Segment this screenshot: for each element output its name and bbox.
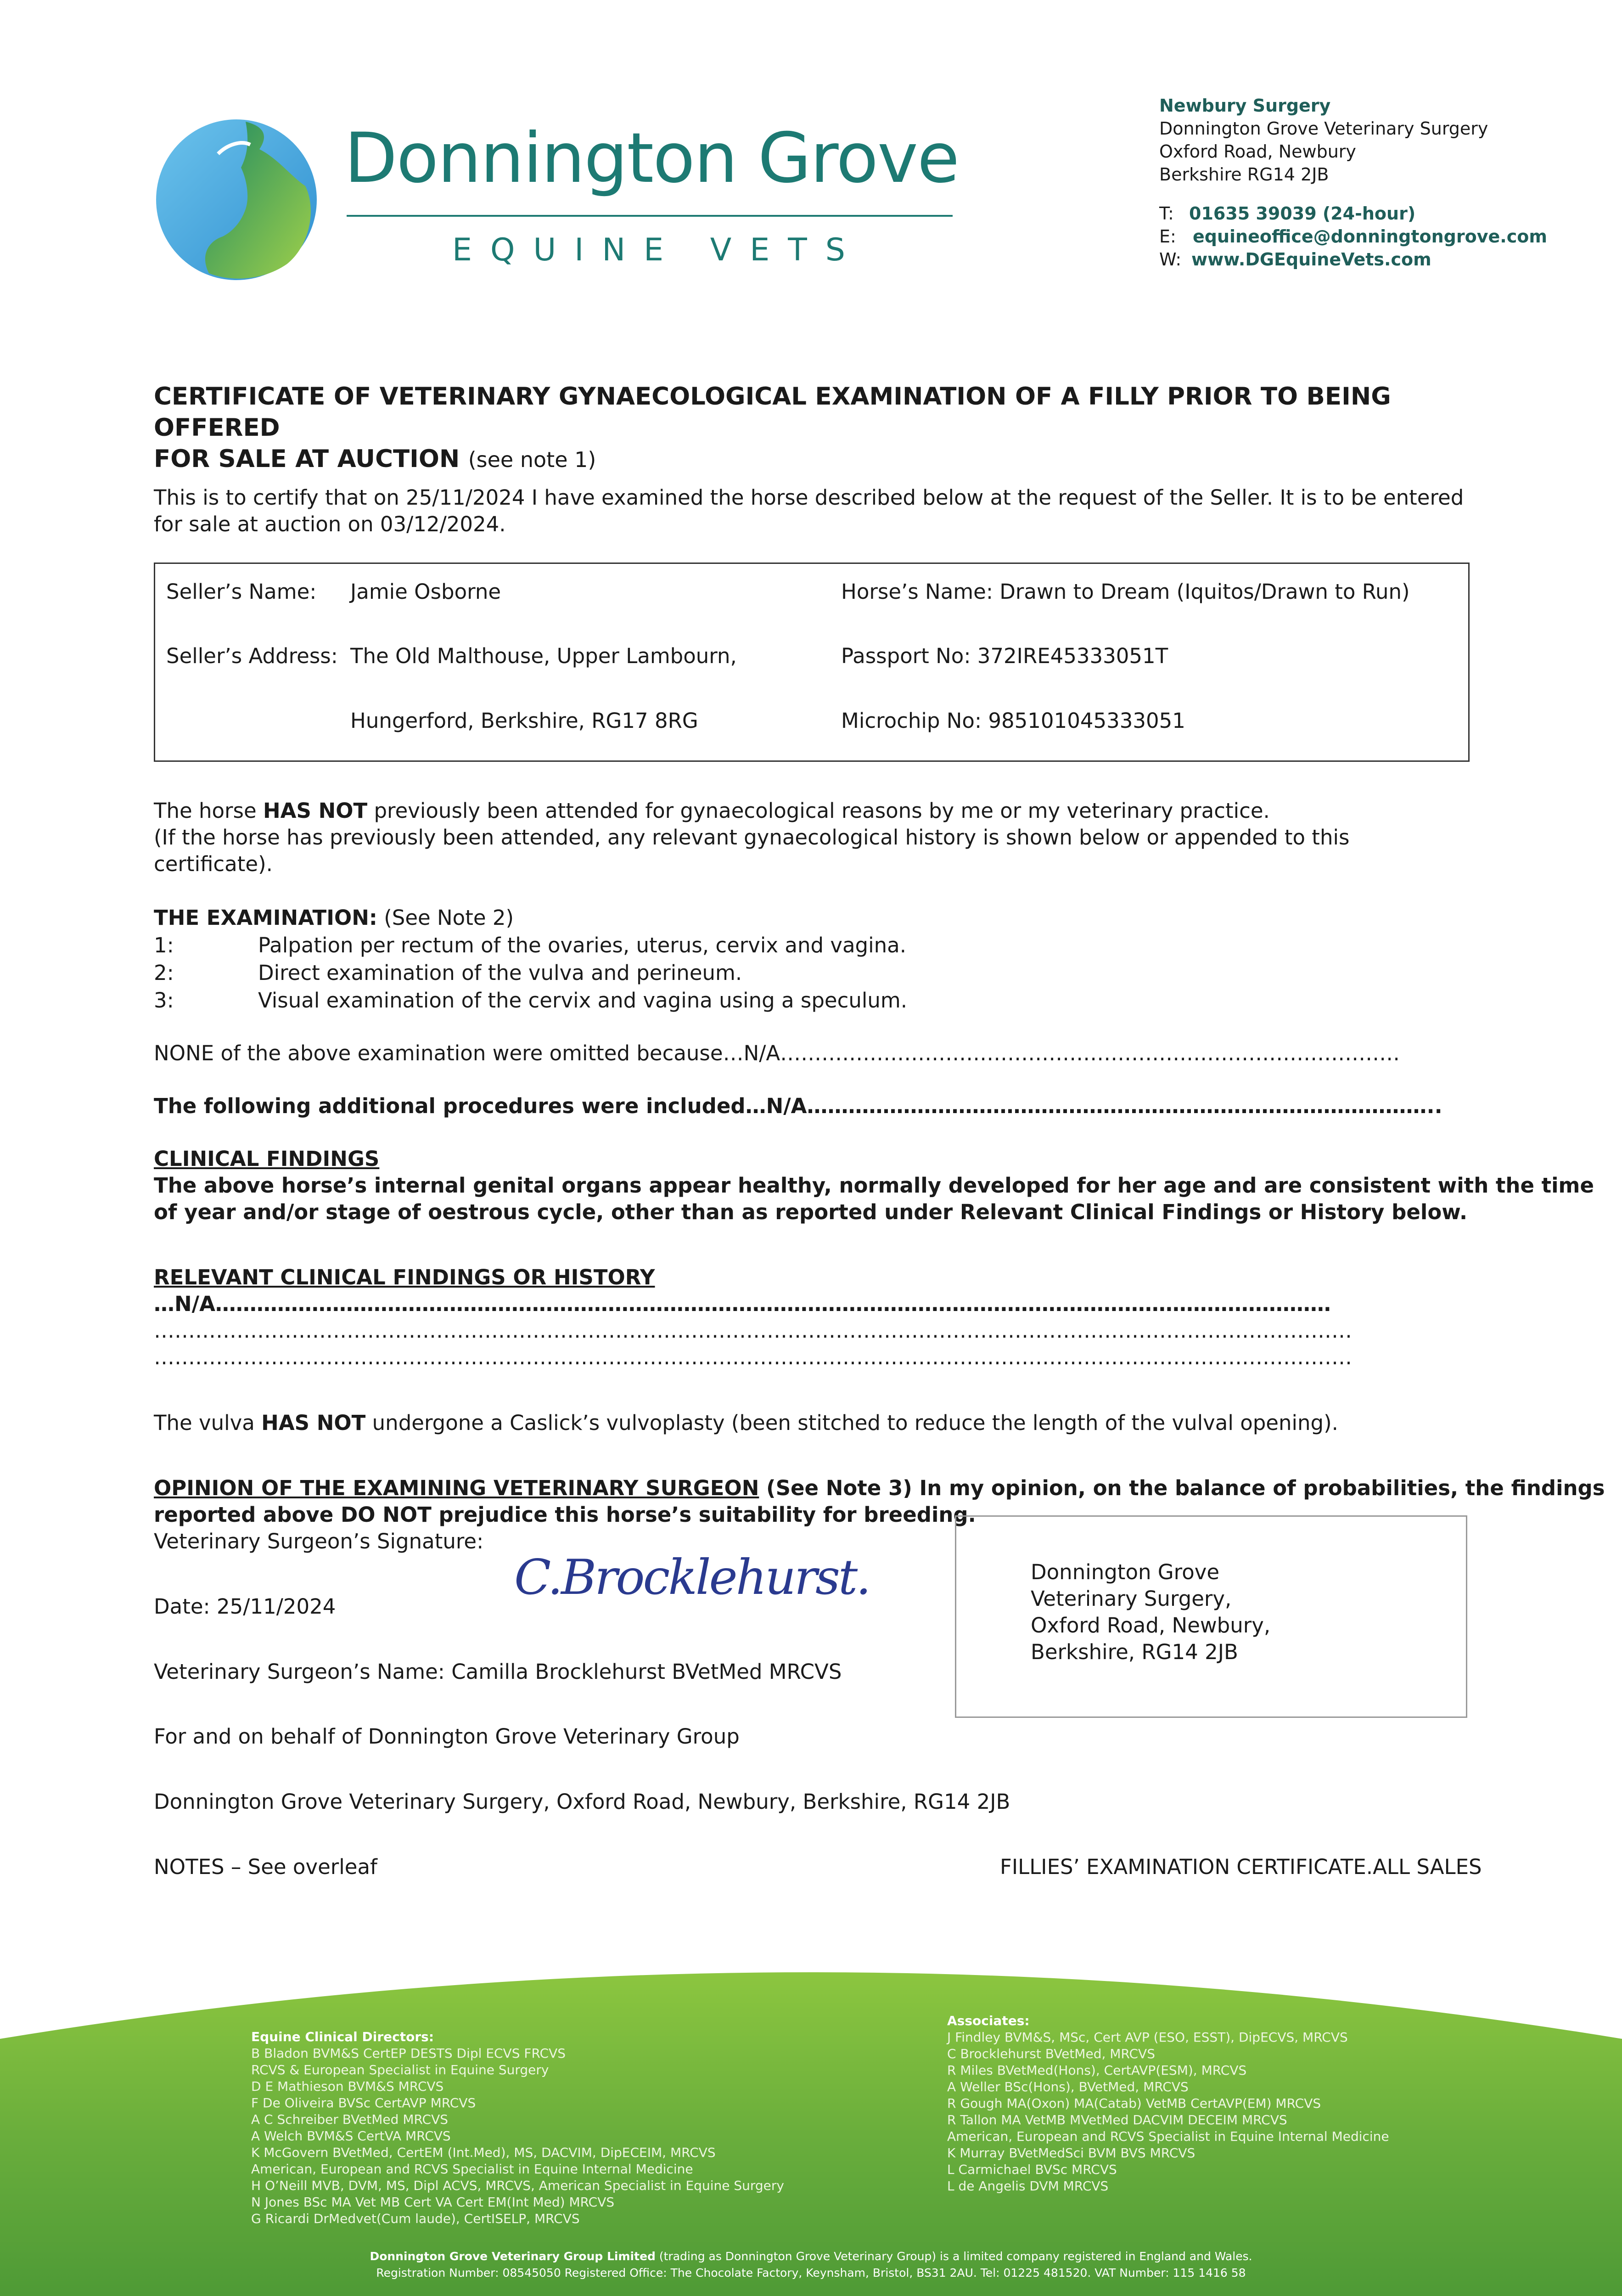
certificate-title (154, 381, 1471, 475)
title-line-2-text: FOR SALE AT AUCTION (154, 445, 460, 473)
intro-line-2: for sale at auction on 03/12/2024. (154, 512, 506, 536)
web-link[interactable]: www.DGEquineVets.com (1191, 249, 1431, 270)
title-line-2 (154, 444, 1471, 475)
associate-6: R Tallon MA VetMB MVetMed DACVIM DECEIM MRCVS (947, 2112, 1287, 2127)
exam-item-1-text: Palpation per rectum of the ovaries, uterus, cervix and vagina. (258, 933, 907, 957)
director-1: B Bladon BVM&S CertEP DESTS Dipl ECVS FRCVS (251, 2046, 566, 2061)
clinical-findings-heading: CLINICAL FINDINGS (154, 1147, 380, 1171)
company-name: Donnington Grove Veterinary Group Limited (370, 2250, 656, 2263)
seller-address-label: Seller’s Address: (166, 644, 338, 668)
notes-right: FILLIES’ EXAMINATION CERTIFICATE.ALL SALES (1000, 1855, 1482, 1879)
web-label: W: (1159, 249, 1182, 270)
logo-subtitle: EQUINE VETS (452, 232, 864, 268)
attendance-line-3: certificate). (154, 852, 273, 876)
relevant-line-2: ………………………………………………………………………………………………………………………………………………………… (154, 1318, 1352, 1343)
attendance-bold: HAS NOT (263, 799, 368, 823)
associate-7: American, European and RCVS Specialist in Equine Internal Medicine (947, 2129, 1389, 2144)
tel-number[interactable]: 01635 39039 (24-hour) (1189, 203, 1416, 224)
associate-2: C Brocklehurst BVetMed, MRCVS (947, 2046, 1155, 2061)
stamp-line-3: Oxford Road, Newbury, (1031, 1613, 1271, 1638)
relevant-findings-heading: RELEVANT CLINICAL FINDINGS OR HISTORY (154, 1265, 655, 1289)
director-7: K McGovern BVetMed, CertEM (Int.Med), MS, DACVIM, DipECEIM, MRCVS (251, 2145, 716, 2160)
header-address-line-3: Berkshire RG14 2JB (1159, 164, 1329, 185)
logo-mark-icon (154, 117, 319, 282)
associate-3: R Miles BVetMed(Hons), CertAVP(ESM), MRCVS (947, 2063, 1247, 2078)
associate-8: K Murray BVetMedSci BVM BVS MRCVS (947, 2145, 1195, 2161)
director-9: H O’Neill MVB, DVM, MS, Dipl ACVS, MRCVS, American Specialist in Equine Surgery (251, 2178, 784, 2193)
associate-10: L de Angelis DVM MRCVS (947, 2178, 1109, 2194)
caslick-line (154, 1410, 1338, 1436)
directors-heading: Equine Clinical Directors: (251, 2029, 434, 2044)
relevant-line-3: ………………………………………………………………………………………………………………………………………………………… (154, 1345, 1352, 1369)
seller-name-value: Jamie Osborne (350, 580, 501, 604)
header-address-line-1: Donnington Grove Veterinary Surgery (1159, 118, 1488, 139)
logo-name: Donnington Grove (344, 118, 959, 198)
exam-item-2-num: 2: (154, 961, 174, 985)
director-6: A Welch BVM&S CertVA MRCVS (251, 2128, 451, 2144)
examination-heading-note: (See Note 2) (377, 906, 514, 930)
stamp-line-1: Donnington Grove (1031, 1560, 1220, 1584)
title-line-1: CERTIFICATE OF VETERINARY GYNAECOLOGICAL EXAMINATION OF A FILLY PRIOR TO BEING OFFERED (154, 383, 1391, 442)
tel-label: T: (1159, 203, 1174, 224)
title-note: (see note 1) (468, 447, 596, 472)
opinion-line-1 (154, 1475, 1605, 1502)
director-10: N Jones BSc MA Vet MB Cert VA Cert EM(Int Med) MRCVS (251, 2195, 615, 2210)
intro-line-1: This is to certify that on 25/11/2024 I have examined the horse described below at the request of the Seller. It is to be entered (154, 485, 1464, 510)
exam-item-3-text: Visual examination of the cervix and vagina using a speculum. (258, 988, 908, 1013)
signature-date: Date: 25/11/2024 (154, 1594, 336, 1619)
director-11: G Ricardi DrMedvet(Cum laude), CertISELP, MRCVS (251, 2211, 580, 2226)
caslick-post: undergone a Caslick’s vulvoplasty (been stitched to reduce the length of the vulval opening). (365, 1411, 1338, 1435)
attendance-line-2: (If the horse has previously been attended, any relevant gynaecological history is shown below or appended to this (154, 825, 1350, 850)
director-2: RCVS & European Specialist in Equine Surgery (251, 2062, 549, 2077)
director-5: A C Schreiber BVetMed MRCVS (251, 2112, 449, 2127)
surgery-name: Newbury Surgery (1159, 96, 1331, 116)
seller-address-line-2: Hungerford, Berkshire, RG17 8RG (350, 709, 698, 733)
additional-line: The following additional procedures were included…N/A……………………………………………………………………………….. (154, 1094, 1442, 1118)
clinical-findings-line-1: The above horse’s internal genital organs appear healthy, normally developed for her age and are consistent with the time (154, 1173, 1594, 1198)
surgeon-name: Veterinary Surgeon’s Name: Camilla Brocklehurst BVetMed MRCVS (154, 1660, 842, 1684)
caslick-bold: HAS NOT (261, 1411, 366, 1435)
registration-line: Registration Number: 08545050 Registered Office: The Chocolate Factory, Keynsham, Bristol, BS31 2AU. Tel: 01225 481520. VAT Number: 115 1416 58 (376, 2266, 1246, 2279)
associate-1: J Findley BVM&S, MSc, Cert AVP (ESO, ESST), DipECVS, MRCVS (947, 2030, 1348, 2045)
seller-address-line-1: The Old Malthouse, Upper Lambourn, (350, 644, 737, 668)
company-statement-rest: (trading as Donnington Grove Veterinary Group) is a limited company registered in England and Wales. (655, 2250, 1252, 2263)
attendance-line-1 (154, 798, 1270, 824)
clinical-findings-line-2: of year and/or stage of oestrous cycle, other than as reported under Relevant Clinical Findings or History below. (154, 1200, 1468, 1224)
stamp-line-2: Veterinary Surgery, (1031, 1587, 1232, 1611)
omitted-line: NONE of the above examination were omitted because…N/A……………………………………………………………………………… (154, 1041, 1400, 1065)
examination-heading-text: THE EXAMINATION: (154, 906, 377, 930)
signature-label: Veterinary Surgeon’s Signature: (154, 1529, 484, 1553)
exam-item-1-num: 1: (154, 933, 174, 957)
director-3: D E Mathieson BVM&S MRCVS (251, 2079, 444, 2094)
associate-5: R Gough MA(Oxon) MA(Catab) VetMB CertAVP(EM) MRCVS (947, 2096, 1321, 2111)
email-link[interactable]: equineoffice@donningtongrove.com (1193, 226, 1547, 247)
associate-4: A Weller BSc(Hons), BVetMed, MRCVS (947, 2079, 1189, 2094)
attendance-post: previously been attended for gynaecological reasons by me or my veterinary practice. (367, 799, 1270, 823)
stamp-line-4: Berkshire, RG14 2JB (1031, 1640, 1238, 1664)
exam-item-2-text: Direct examination of the vulva and perineum. (258, 961, 742, 985)
seller-name-label: Seller’s Name: (166, 580, 317, 604)
email-label: E: (1159, 226, 1176, 247)
caslick-pre: The vulva (154, 1411, 262, 1435)
horse-name: Horse’s Name: Drawn to Dream (Iquitos/Drawn to Run) (841, 580, 1410, 604)
passport-number: Passport No: 372IRE45333051T (841, 644, 1168, 668)
attendance-pre: The horse (154, 799, 263, 823)
header-address-line-2: Oxford Road, Newbury (1159, 141, 1356, 162)
director-4: F De Oliveira BVSc CertAVP MRCVS (251, 2095, 476, 2110)
company-statement (0, 2248, 1622, 2265)
opinion-line-2: reported above DO NOT prejudice this horse’s suitability for breeding. (154, 1503, 976, 1527)
notes-left: NOTES – See overleaf (154, 1855, 377, 1879)
opinion-heading: OPINION OF THE EXAMINING VETERINARY SURGEON (154, 1476, 759, 1500)
relevant-line-1: …N/A……………………………………………………………………………………………………………………………………………… (154, 1292, 1331, 1316)
practice-address: Donnington Grove Veterinary Surgery, Oxford Road, Newbury, Berkshire, RG14 2JB (154, 1790, 1010, 1814)
microchip-number: Microchip No: 985101045333051 (841, 709, 1185, 733)
opinion-line-1-rest: (See Note 3) In my opinion, on the balance of probabilities, the findings (759, 1476, 1605, 1500)
associate-9: L Carmichael BVSc MRCVS (947, 2162, 1117, 2177)
examination-heading (154, 905, 514, 931)
behalf-line: For and on behalf of Donnington Grove Veterinary Group (154, 1724, 740, 1749)
associates-heading: Associates: (947, 2013, 1030, 2028)
logo-divider (347, 215, 953, 217)
director-8: American, European and RCVS Specialist in Equine Internal Medicine (251, 2161, 693, 2177)
exam-item-3-num: 3: (154, 988, 174, 1013)
signature-handwritten: C.Brocklehurst. (514, 1549, 870, 1605)
